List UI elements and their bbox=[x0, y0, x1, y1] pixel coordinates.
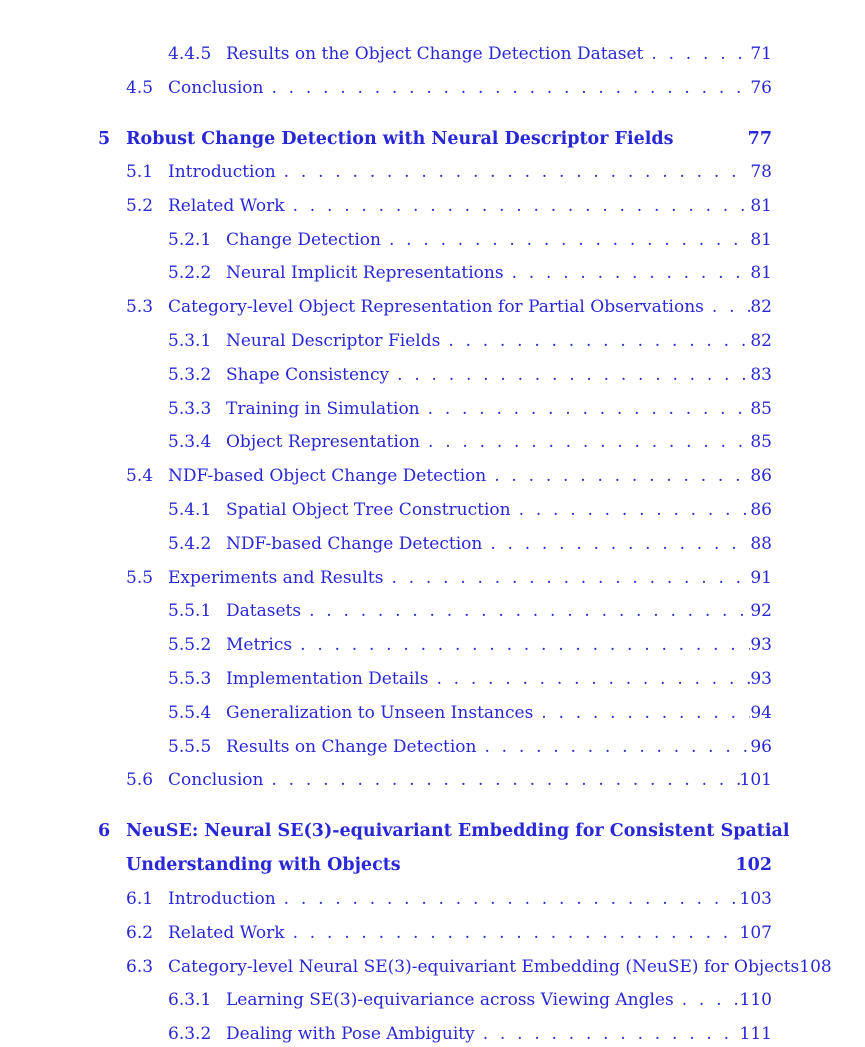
entry-title: Introduction bbox=[168, 889, 276, 909]
entry-number: 6.2 bbox=[126, 922, 154, 943]
chapter-title-line-2: Understanding with Objects bbox=[126, 855, 401, 875]
dot-leader bbox=[263, 767, 739, 793]
entry-title: Neural Implicit Representations bbox=[226, 263, 504, 284]
entry-title: Neural Descriptor Fields bbox=[226, 331, 441, 351]
entry-page: 111 bbox=[739, 1024, 772, 1045]
toc-entry[interactable] bbox=[168, 362, 772, 388]
entry-page: 76 bbox=[750, 77, 772, 98]
entry-title: Introduction bbox=[168, 162, 276, 182]
dot-leader bbox=[389, 362, 750, 388]
entry-page: 93 bbox=[750, 635, 772, 656]
entry-number: 4.4.5 bbox=[168, 44, 212, 64]
entry-number: 5.5.5 bbox=[168, 736, 212, 757]
entry-page: 71 bbox=[750, 44, 772, 64]
entry-title: NDF-based Change Detection bbox=[226, 533, 483, 554]
toc-entry[interactable] bbox=[168, 598, 772, 624]
entry-number: 5.3.2 bbox=[168, 364, 212, 385]
toc-entry[interactable] bbox=[168, 41, 772, 67]
toc-entry[interactable] bbox=[168, 666, 772, 692]
dot-leader bbox=[420, 429, 750, 455]
entry-title: Results on Change Detection bbox=[226, 736, 477, 757]
dot-leader bbox=[704, 294, 750, 320]
chapter-6-heading[interactable] bbox=[98, 818, 790, 878]
entry-number: 5.3.3 bbox=[168, 398, 212, 419]
entry-title: Dealing with Pose Ambiguity bbox=[226, 1024, 475, 1045]
entry-page: 82 bbox=[750, 331, 772, 351]
entry-page: 93 bbox=[750, 669, 772, 689]
toc-entry[interactable] bbox=[168, 260, 772, 286]
toc-entry[interactable] bbox=[168, 734, 772, 760]
entry-page: 82 bbox=[750, 297, 772, 318]
entry-number: 5.3.4 bbox=[168, 432, 212, 453]
toc-entry[interactable] bbox=[168, 497, 772, 523]
entry-title: Category-level Object Representation for Partial Observations bbox=[168, 297, 704, 318]
dot-leader bbox=[285, 920, 740, 946]
entry-number: 5.6 bbox=[126, 770, 154, 791]
entry-number: 5.4.1 bbox=[168, 500, 212, 520]
toc-entry[interactable] bbox=[168, 328, 772, 354]
dot-leader bbox=[643, 41, 750, 67]
entry-title: Generalization to Unseen Instances bbox=[226, 702, 534, 723]
entry-title: Learning SE(3)-equivariance across Viewing Angles bbox=[226, 990, 674, 1011]
dot-leader bbox=[276, 159, 751, 185]
dot-leader bbox=[475, 1021, 740, 1047]
toc-entry[interactable] bbox=[126, 159, 772, 185]
entry-title: Implementation Details bbox=[226, 669, 429, 689]
entry-number: 6.1 bbox=[126, 889, 154, 909]
entry-title: NDF-based Object Change Detection bbox=[168, 466, 487, 487]
chapter-number: 5 bbox=[98, 129, 111, 149]
toc-entry[interactable] bbox=[168, 227, 772, 253]
toc-entry[interactable] bbox=[168, 987, 772, 1013]
dot-leader bbox=[482, 531, 750, 557]
toc-entry[interactable] bbox=[126, 565, 772, 591]
dot-leader bbox=[440, 328, 750, 354]
entry-page: 85 bbox=[750, 398, 772, 419]
entry-title: Category-level Neural SE(3)-equivariant Embedding (NeuSE) for Objects bbox=[168, 956, 800, 977]
entry-number: 5.1 bbox=[126, 162, 154, 182]
entry-title: Conclusion bbox=[168, 77, 264, 98]
entry-number: 5.3.1 bbox=[168, 331, 212, 351]
entry-page: 78 bbox=[750, 162, 772, 182]
entry-page: 96 bbox=[750, 736, 772, 757]
entry-number: 5.2 bbox=[126, 195, 154, 216]
chapter-5-heading[interactable] bbox=[98, 126, 772, 152]
entry-number: 5.2.2 bbox=[168, 263, 212, 284]
entry-title: Experiments and Results bbox=[168, 567, 384, 588]
entry-title: Change Detection bbox=[226, 229, 381, 250]
entry-number: 5.4 bbox=[126, 466, 154, 487]
entry-page: 94 bbox=[750, 702, 772, 723]
entry-title: Object Representation bbox=[226, 432, 420, 453]
toc-entry[interactable] bbox=[126, 920, 772, 946]
entry-page: 103 bbox=[739, 889, 772, 909]
entry-number: 5.4.2 bbox=[168, 533, 212, 554]
entry-page: 101 bbox=[739, 770, 772, 791]
dot-leader bbox=[285, 193, 751, 219]
entry-number: 4.5 bbox=[126, 77, 154, 98]
entry-number: 6.3.1 bbox=[168, 990, 212, 1011]
entry-number: 6.3.2 bbox=[168, 1024, 212, 1045]
dot-leader bbox=[533, 700, 750, 726]
entry-title: Related Work bbox=[168, 922, 285, 943]
toc-entry[interactable] bbox=[126, 463, 772, 489]
entry-page: 83 bbox=[750, 364, 772, 385]
entry-page: 92 bbox=[750, 601, 772, 622]
entry-page: 86 bbox=[750, 466, 772, 487]
toc-entry[interactable] bbox=[168, 632, 772, 658]
toc-entry[interactable] bbox=[168, 429, 772, 455]
entry-page: 86 bbox=[750, 500, 772, 520]
entry-number: 5.5.1 bbox=[168, 601, 212, 622]
entry-page: 108 bbox=[799, 956, 832, 977]
toc-entry[interactable] bbox=[126, 294, 772, 320]
toc-entry[interactable] bbox=[126, 767, 772, 793]
toc-entry[interactable] bbox=[168, 396, 772, 422]
entry-number: 5.5.2 bbox=[168, 635, 212, 656]
toc-entry[interactable] bbox=[126, 193, 772, 219]
entry-page: 91 bbox=[750, 567, 772, 588]
entry-number: 5.3 bbox=[126, 297, 154, 318]
chapter-number: 6 bbox=[98, 821, 111, 841]
entry-number: 5.2.1 bbox=[168, 229, 212, 250]
dot-leader bbox=[476, 734, 750, 760]
dot-leader bbox=[674, 987, 740, 1013]
dot-leader bbox=[263, 75, 750, 101]
toc-entry[interactable] bbox=[126, 75, 772, 101]
entry-title: Training in Simulation bbox=[226, 398, 420, 419]
toc-entry[interactable] bbox=[168, 1021, 772, 1047]
entry-page: 81 bbox=[750, 229, 772, 250]
dot-leader bbox=[504, 260, 751, 286]
dot-leader bbox=[301, 598, 750, 624]
entry-page: 107 bbox=[739, 922, 772, 943]
dot-leader bbox=[511, 497, 751, 523]
entry-number: 6.3 bbox=[126, 956, 154, 977]
toc-entry[interactable] bbox=[126, 954, 832, 980]
chapter-title: Robust Change Detection with Neural Descriptor Fields bbox=[126, 129, 674, 149]
entry-page: 110 bbox=[739, 990, 772, 1011]
entry-page: 81 bbox=[750, 263, 772, 284]
toc-entry[interactable] bbox=[168, 700, 772, 726]
dot-leader bbox=[384, 565, 751, 591]
dot-leader bbox=[486, 463, 750, 489]
entry-number: 5.5 bbox=[126, 567, 154, 588]
entry-number: 5.5.4 bbox=[168, 702, 212, 723]
dot-leader bbox=[428, 666, 750, 692]
toc-entry[interactable] bbox=[168, 531, 772, 557]
entry-page: 81 bbox=[750, 195, 772, 216]
entry-title: Metrics bbox=[226, 635, 293, 656]
dot-leader bbox=[276, 886, 740, 912]
entry-title: Related Work bbox=[168, 195, 285, 216]
entry-title: Shape Consistency bbox=[226, 364, 390, 385]
dot-leader bbox=[381, 227, 750, 253]
entry-page: 88 bbox=[750, 533, 772, 554]
chapter-title-line-1: NeuSE: Neural SE(3)-equivariant Embedding for Consistent Spatial bbox=[126, 821, 790, 841]
entry-title: Datasets bbox=[226, 601, 302, 622]
entry-title: Conclusion bbox=[168, 770, 264, 791]
dot-leader bbox=[420, 396, 751, 422]
dot-leader bbox=[292, 632, 750, 658]
entry-title: Spatial Object Tree Construction bbox=[226, 500, 511, 520]
entry-page: 85 bbox=[750, 432, 772, 453]
chapter-page: 77 bbox=[747, 129, 772, 149]
entry-title: Results on the Object Change Detection Dataset bbox=[226, 44, 644, 64]
chapter-page: 102 bbox=[735, 855, 772, 875]
toc-entry[interactable] bbox=[126, 886, 772, 912]
entry-number: 5.5.3 bbox=[168, 669, 212, 689]
